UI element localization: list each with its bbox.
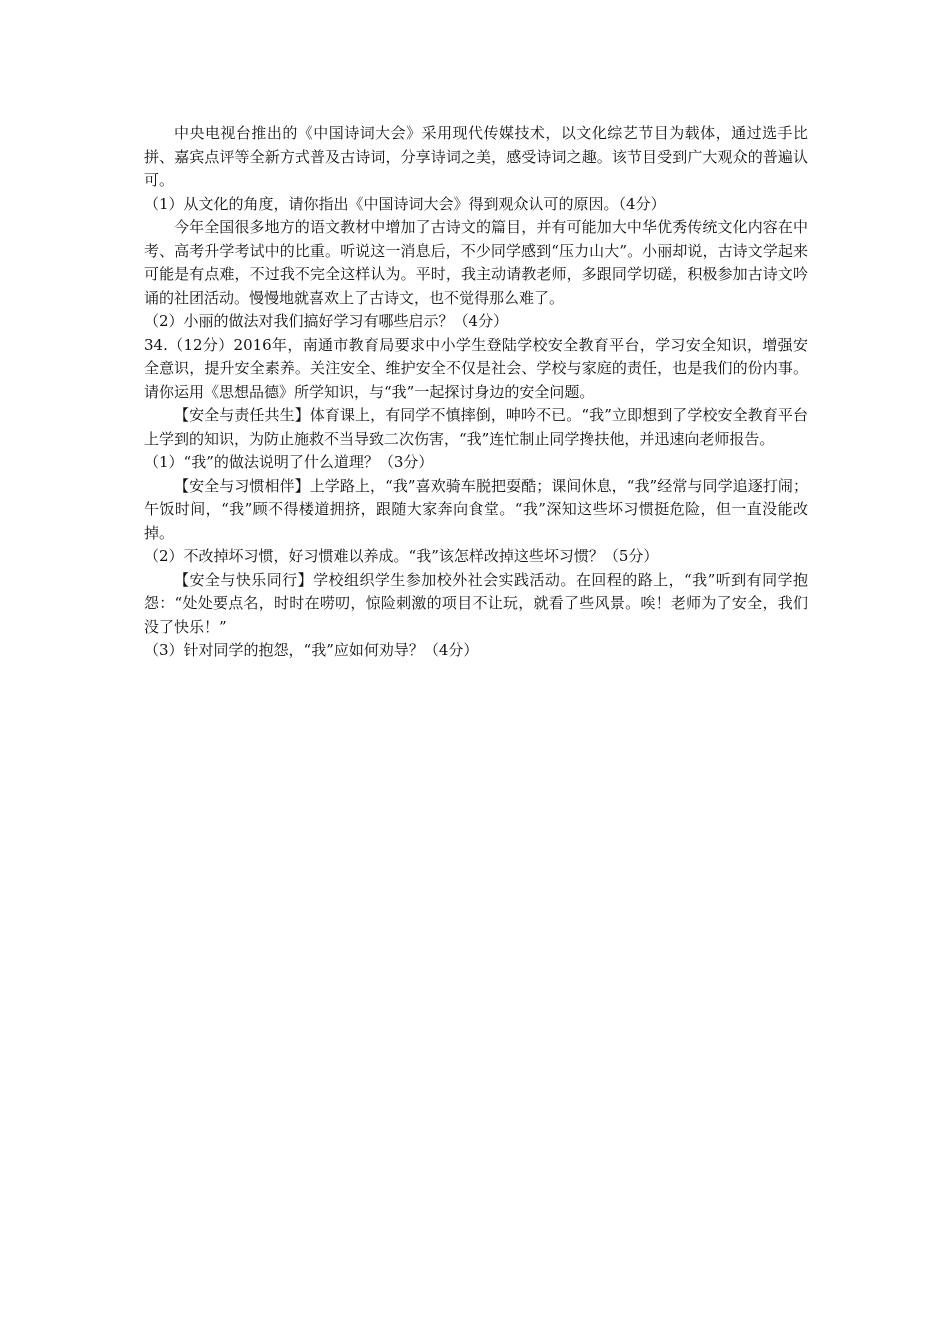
paragraph-safety-responsibility: 【安全与责任共生】体育课上，有同学不慎摔倒，呻吟不已。“我”立即想到了学校安全教育平台上学到的知识，为防止施救不当导致二次伤害，“我”连忙制止同学搀扶他，并迅速向老师报告。	[144, 406, 808, 448]
paragraph-poetry-show: 中央电视台推出的《中国诗词大会》采用现代传媒技术，以文化综艺节目为载体，通过选手比拼、嘉宾点评等全新方式普及古诗词，分享诗词之美，感受诗词之趣。该节目受到广大观众的普遍认可。	[144, 124, 808, 189]
paragraph-xiaoli: 今年全国很多地方的语文教材中增加了古诗文的篇目，并有可能加大中华优秀传统文化内容在中考、高考升学考试中的比重。听说这一消息后，不少同学感到“压力山大”。小丽却说，古诗文学起来可能是有点难，不过我不完全这样认为。平时，我主动请教老师，多跟同学切磋，积极参加古诗文吟诵的社团活动。慢慢地就喜欢上了古诗文，也不觉得那么难了。	[144, 218, 808, 307]
paragraph-safety-happiness: 【安全与快乐同行】学校组织学生参加校外社会实践活动。在回程的路上，“我”听到有同学抱怨：“处处要点名，时时在唠叨，惊险刺激的项目不让玩，就看了些风景。唉！老师为了安全，我们没了快乐！”	[144, 570, 808, 636]
document-page	[144, 122, 808, 663]
question-34-intro: 34.（12分）2016年，南通市教育局要求中小学生登陆学校安全教育平台，学习安全知识，增强安全意识，提升安全素养。关注安全、维护安全不仅是社会、学校与家庭的责任，也是我们的份内事。请你运用《思想品德》所学知识，与“我”一起探讨身边的安全问题。	[144, 335, 808, 401]
paragraph-safety-habits: 【安全与习惯相伴】上学路上，“我”喜欢骑车脱把耍酷；课间休息，“我”经常与同学追逐打闹；午饭时间，“我”顾不得楼道拥挤，跟随大家奔向食堂。“我”深知这些坏习惯挺危险，但一直没能改掉。	[144, 476, 808, 542]
question-1: （1）从文化的角度，请你指出《中国诗词大会》得到观众认可的原因。（4分）	[144, 194, 666, 213]
question-2: （2）小丽的做法对我们搞好学习有哪些启示？（4分）	[144, 312, 509, 330]
question-34-2: （2）不改掉坏习惯，好习惯难以养成。“我”该怎样改掉这些坏习惯？（5分）	[144, 547, 659, 565]
question-34-1: （1）“我”的做法说明了什么道理？（3分）	[144, 453, 434, 471]
question-34-3: （3）针对同学的抱怨，“我”应如何劝导？（4分）	[144, 641, 479, 659]
